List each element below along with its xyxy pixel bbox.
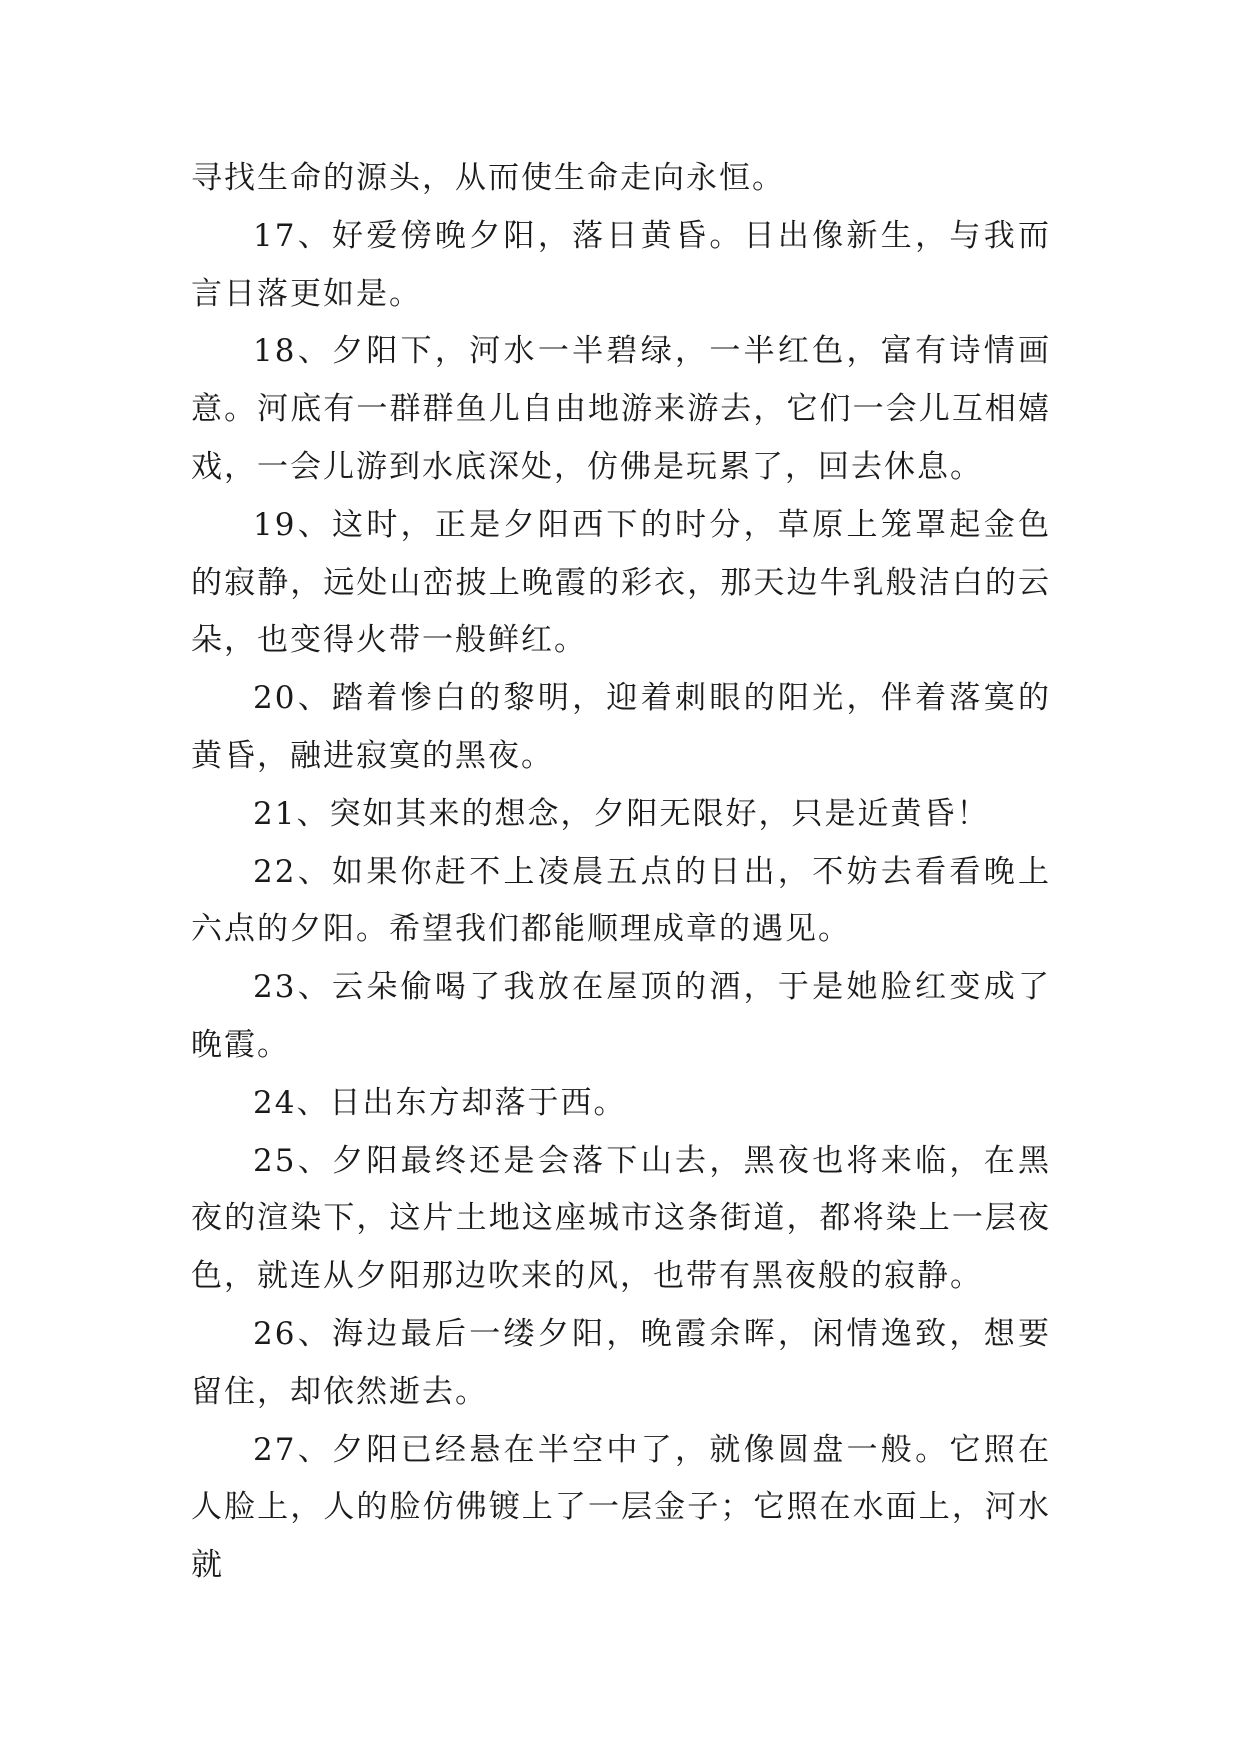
paragraph-24: 24、日出东方却落于西。 <box>253 1084 627 1121</box>
paragraph-17: 17、好爱傍晚夕阳，落日黄昏。日出像新生，与我而言日落更如是。 <box>191 217 1051 312</box>
document-body <box>191 150 1051 1595</box>
paragraph-27: 27、夕阳已经悬在半空中了，就像圆盘一般。它照在人脸上，人的脸仿佛镀上了一层金子；它照在水面上，河水就 <box>191 1431 1051 1584</box>
paragraph-26: 26、海边最后一缕夕阳，晚霞余晖，闲情逸致，想要留住，却依然逝去。 <box>191 1315 1051 1410</box>
paragraph-25: 25、夕阳最终还是会落下山去，黑夜也将来临，在黑夜的渲染下，这片土地这座城市这条街道，都将染上一层夜色，就连从夕阳那边吹来的风，也带有黑夜般的寂静。 <box>191 1142 1051 1295</box>
paragraph-21: 21、突如其来的想念，夕阳无限好，只是近黄昏！ <box>253 795 990 832</box>
paragraph-20: 20、踏着惨白的黎明，迎着刺眼的阳光，伴着落寞的黄昏，融进寂寞的黑夜。 <box>191 680 1051 774</box>
paragraph-23: 23、云朵偷喝了我放在屋顶的酒，于是她脸红变成了晚霞。 <box>191 969 1051 1063</box>
paragraph-22: 22、如果你赶不上凌晨五点的日出，不妨去看看晚上六点的夕阳。希望我们都能顺理成章的遇见。 <box>191 853 1051 948</box>
paragraph-continued: 寻找生命的源头，从而使生命走向永恒。 <box>191 160 785 196</box>
paragraph-19: 19、这时，正是夕阳西下的时分，草原上笼罩起金色的寂静，远处山峦披上晚霞的彩衣，那天边牛乳般洁白的云朵，也变得火带一般鲜红。 <box>191 506 1051 659</box>
paragraph-18: 18、夕阳下，河水一半碧绿，一半红色，富有诗情画意。河底有一群群鱼儿自由地游来游去，它们一会儿互相嬉戏，一会儿游到水底深处，仿佛是玩累了，回去休息。 <box>191 333 1051 485</box>
